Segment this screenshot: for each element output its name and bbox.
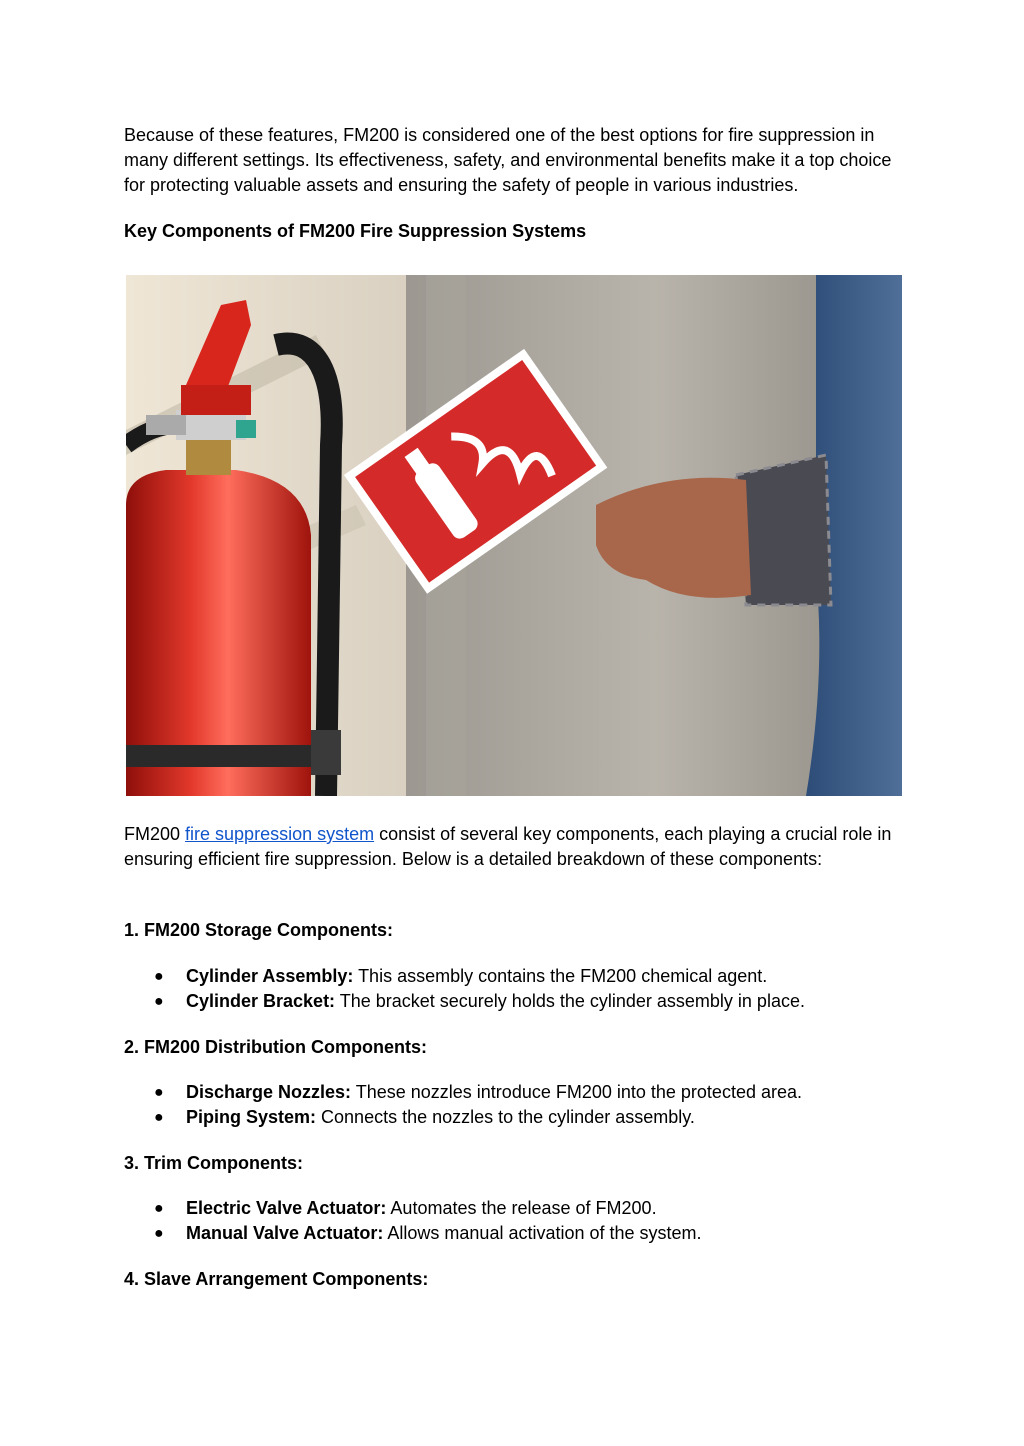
item-term: Electric Valve Actuator: (186, 1198, 387, 1218)
item-text: The bracket securely holds the cylinder assembly in place. (335, 991, 805, 1011)
list-item (124, 1221, 924, 1246)
list-item (124, 1196, 924, 1221)
item-text: This assembly contains the FM200 chemical agent. (353, 966, 768, 986)
item-text: These nozzles introduce FM200 into the protected area. (351, 1082, 802, 1102)
bullet-icon: ● (154, 968, 164, 985)
item-term: Manual Valve Actuator: (186, 1223, 384, 1243)
item-text: Allows manual activation of the system. (383, 1223, 702, 1243)
list-item (124, 964, 924, 989)
item-term: Discharge Nozzles: (186, 1082, 352, 1102)
body-text-after-link: consist of several key components, each playing a crucial role in ensuring efficient fire suppression. Below is a detailed breakdown of these components: (124, 824, 892, 869)
item-term: Piping System: (186, 1107, 317, 1127)
bullet-icon: ● (154, 1109, 164, 1126)
fire-extinguisher-photo (126, 275, 902, 796)
section-4-heading: 4. Slave Arrangement Components: (124, 1269, 429, 1289)
intro-paragraph: Because of these features, FM200 is considered one of the best options for fire suppression in many different settings. Its effectiveness, safety, and environmental benefits make it a top choice for protecting valuable assets and ensuring the safety of people in various industries. (124, 125, 892, 195)
list-item (124, 1105, 924, 1130)
photo-illustration (126, 275, 902, 796)
item-term: Cylinder Bracket: (186, 991, 336, 1011)
bullet-icon: ● (154, 993, 164, 1010)
body-text-before-link: FM200 (124, 824, 186, 844)
item-text: Connects the nozzles to the cylinder assembly. (316, 1107, 695, 1127)
section-1-list (124, 964, 924, 1014)
section-2-heading: 2. FM200 Distribution Components: (124, 1037, 428, 1057)
section-3-heading: 3. Trim Components: (124, 1153, 304, 1173)
bullet-icon: ● (154, 1084, 164, 1101)
section-1-heading: 1. FM200 Storage Components: (124, 920, 394, 940)
bullet-icon: ● (154, 1200, 164, 1217)
item-term: Cylinder Assembly: (186, 966, 354, 986)
body-paragraph (124, 822, 904, 872)
section-heading: Key Components of FM200 Fire Suppression Systems (124, 221, 587, 241)
bullet-icon: ● (154, 1225, 164, 1242)
section-2-list (124, 1080, 924, 1130)
list-item (124, 1080, 924, 1105)
list-item (124, 989, 924, 1014)
fire-suppression-system-link[interactable]: fire suppression system (185, 824, 375, 844)
section-3-list (124, 1196, 924, 1246)
item-text: Automates the release of FM200. (386, 1198, 657, 1218)
